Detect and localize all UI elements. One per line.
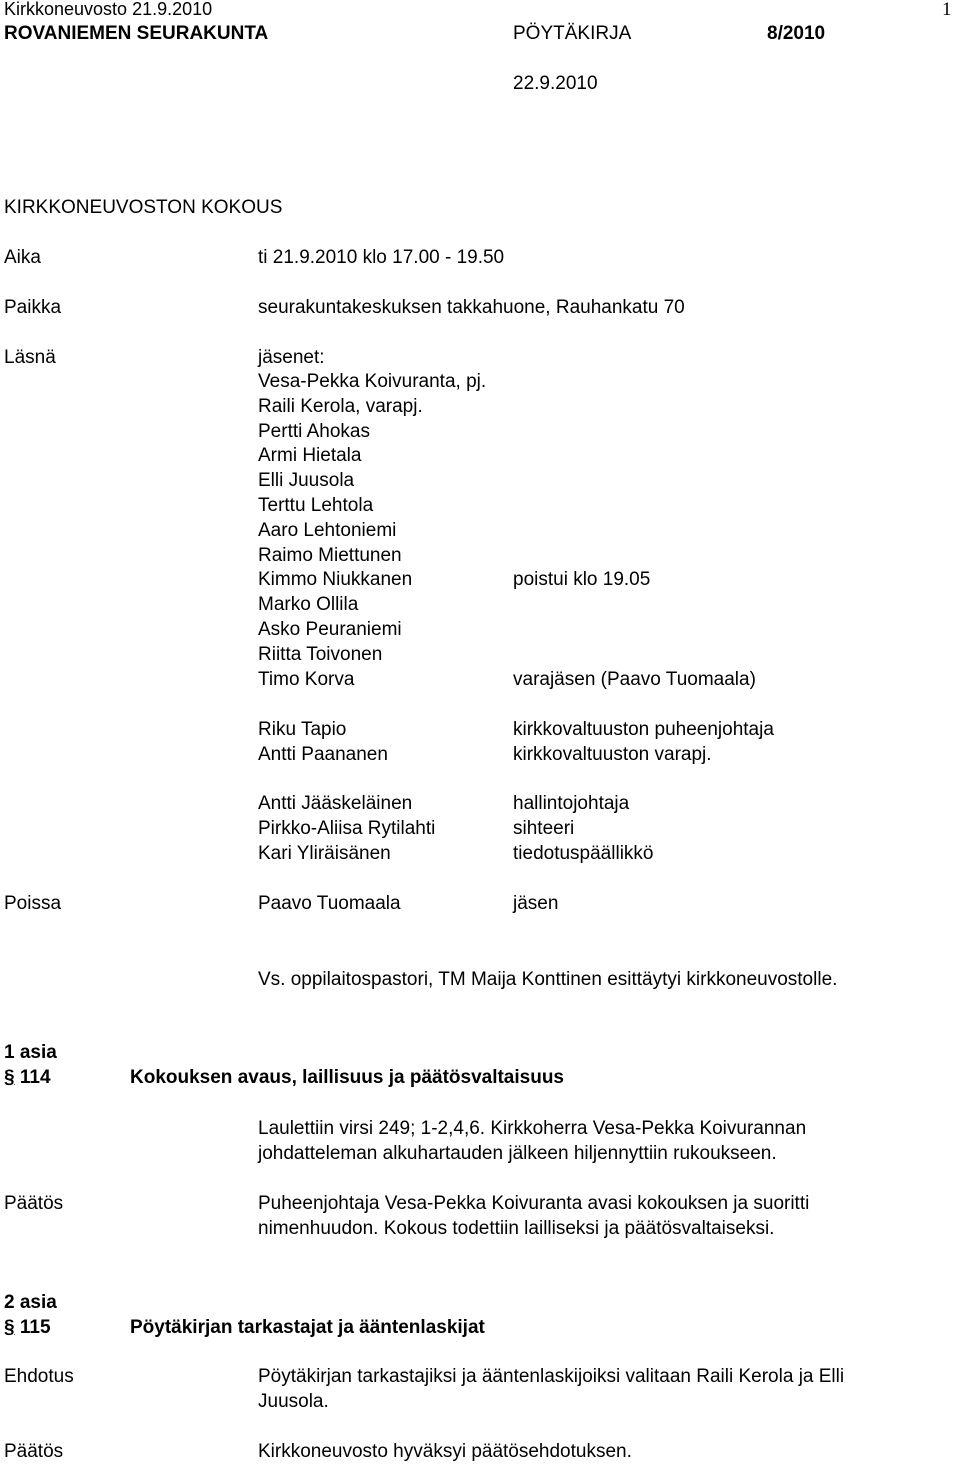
member-row [258,568,958,593]
staff-role: sihteeri [513,817,575,839]
member-name: Timo Korva [258,668,355,690]
member-name: Raimo Miettunen [258,544,402,566]
header-document-number: 8/2010 [767,23,826,44]
section1-decision-label: Päätös [4,1193,64,1214]
header-doc-date: Kirkkoneuvosto 21.9.2010 [4,0,213,19]
section-sign-icon: § [4,1067,15,1088]
section1-intro-line: johdatteleman alkuhartauden jälkeen hiljennyttiin rukoukseen. [258,1143,777,1164]
member-row [258,593,958,618]
staff-row [258,817,958,842]
member-row [258,519,958,544]
member-row [258,469,958,494]
member-name: Kimmo Niukkanen [258,569,413,591]
member-name: Riitta Toivonen [258,643,383,665]
absent-role: jäsen [513,893,559,914]
staff-row [258,842,958,867]
page-number: 1 [942,0,952,20]
section2-proposal-line: Juusola. [258,1391,329,1412]
official-role: kirkkovaltuuston puheenjohtaja [513,719,774,740]
member-name: Elli Juusola [258,470,355,492]
staff-name: Kari Yliräisänen [258,842,391,864]
staff-role: tiedotuspäällikkö [513,842,654,864]
section1-decision-line: Puheenjohtaja Vesa-Pekka Koivuranta avasi kokouksen ja suoritti [258,1193,810,1214]
time-label: Aika [4,247,41,268]
member-note: poistui klo 19.05 [513,569,651,591]
section1-number: 114 [19,1067,51,1088]
place-value: seurakuntakeskuksen takkahuone, Rauhankatu 70 [258,297,685,318]
intro-note: Vs. oppilaitospastori, TM Maija Konttinen esittäytyi kirkkoneuvostolle. [258,969,838,990]
time-value: ti 21.9.2010 klo 17.00 - 19.50 [258,247,505,268]
header-date: 22.9.2010 [513,73,598,94]
official-name: Riku Tapio [258,719,347,740]
member-name: Marko Ollila [258,594,359,616]
section2-decision-label: Päätös [4,1441,64,1462]
member-name: Aaro Lehtoniemi [258,519,397,541]
staff-row [258,792,958,817]
header-organization: ROVANIEMEN SEURAKUNTA [4,23,269,44]
official-row [258,743,958,768]
header-document-type: PÖYTÄKIRJA [513,23,632,44]
section1-intro-line: Laulettiin virsi 249; 1-2,4,6. Kirkkoherra Vesa-Pekka Koivurannan [258,1118,807,1139]
member-row [258,420,958,445]
staff-list [258,792,958,866]
member-name: Armi Hietala [258,445,362,467]
section1-decision-line: nimenhuudon. Kokous todettiin lailliseksi ja päätösvaltaiseksi. [258,1218,775,1239]
member-row [258,668,958,693]
members-list [258,370,958,692]
section2-asia: 2 asia [4,1292,57,1313]
official-role: kirkkovaltuuston varapj. [513,743,712,765]
section2-proposal-label: Ehdotus [4,1366,74,1387]
officials-list [258,718,958,768]
member-name: Raili Kerola, varapj. [258,395,423,417]
absent-label: Poissa [4,893,62,914]
section2-number: 115 [19,1317,51,1338]
member-name: Pertti Ahokas [258,420,370,442]
official-name: Antti Paananen [258,743,388,765]
section1-asia: 1 asia [4,1042,57,1063]
member-row [258,544,958,569]
member-name: Asko Peuraniemi [258,618,402,640]
member-row [258,494,958,519]
staff-role: hallintojohtaja [513,793,630,814]
member-row [258,395,958,420]
staff-name: Antti Jääskeläinen [258,793,413,814]
official-row [258,718,958,743]
member-row [258,444,958,469]
section-sign-icon: § [4,1317,15,1338]
section2-number-line [4,1315,51,1340]
section1-intro [258,1116,806,1166]
section2-title: Pöytäkirjan tarkastajat ja ääntenlaskijat [130,1317,485,1338]
present-label: Läsnä [4,347,56,368]
section1-title: Kokouksen avaus, laillisuus ja päätösvaltaisuus [130,1067,565,1088]
members-heading: jäsenet: [258,347,325,368]
meeting-title: KIRKKONEUVOSTON KOKOUS [4,197,283,218]
section1-decision [258,1191,809,1241]
section2-proposal-line: Pöytäkirjan tarkastajiksi ja ääntenlaskijoiksi valitaan Raili Kerola ja Elli [258,1366,845,1387]
section1-number-line [4,1065,51,1090]
member-note: varajäsen (Paavo Tuomaala) [513,668,756,690]
staff-name: Pirkko-Aliisa Rytilahti [258,817,436,839]
member-name: Vesa-Pekka Koivuranta, pj. [258,371,487,392]
absent-name: Paavo Tuomaala [258,893,401,914]
member-row [258,370,958,395]
member-name: Terttu Lehtola [258,494,374,516]
member-row [258,618,958,643]
member-row [258,643,958,668]
section2-decision-text: Kirkkoneuvosto hyväksyi päätösehdotuksen. [258,1441,632,1462]
place-label: Paikka [4,297,62,318]
section2-proposal [258,1364,844,1414]
